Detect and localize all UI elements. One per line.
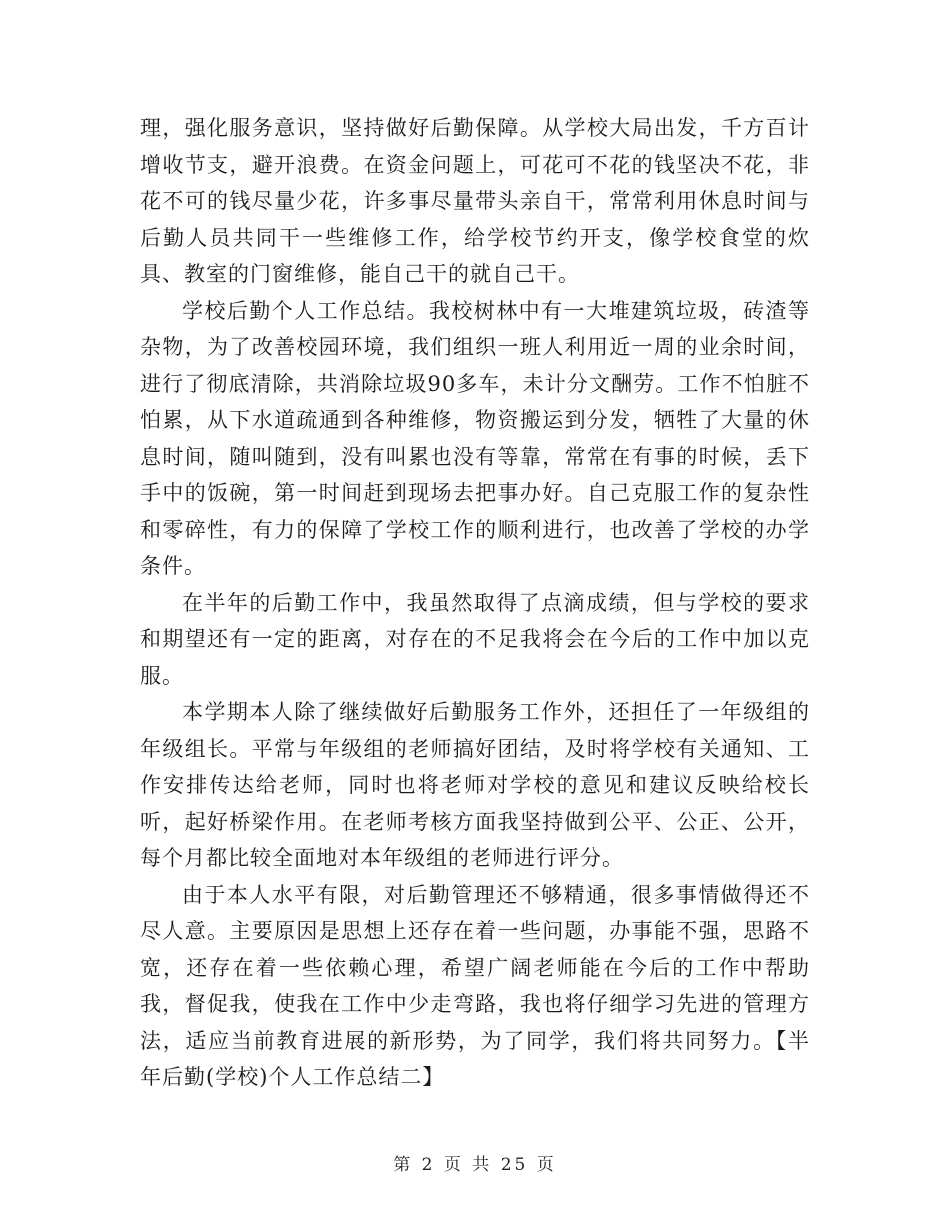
paragraph-1: 理，强化服务意识，坚持做好后勤保障。从学校大局出发，千方百计增收节支，避开浪费。在资金问题上，可花可不花的钱坚决不花，非花不可的钱尽量少花，许多事尽量带头亲自干，常常利用休息时间与后勤人员共同干一些维修工作，给学校节约开支，像学校食堂的炊具、教室的门窗维修，能自己干的就自己干。 [140, 116, 810, 286]
paragraph-5: 由于本人水平有限，对后勤管理还不够精通，很多事情做得还不尽人意。主要原因是思想上还存在着一些问题，办事能不强，思路不宽，还存在着一些依赖心理，希望广阔老师能在今后的工作中帮助我，督促我，使我在工作中少走弯路，我也将仔细学习先进的管理方法，适应当前教育进展的新形势，为了同学，我们将共同努力。【半年后勤(学校)个人工作总结二】 [140, 882, 810, 1089]
page-number-footer: 第 2 页 共 25 页 [393, 1155, 557, 1175]
paragraph-3: 在半年的后勤工作中，我虽然取得了点滴成绩，但与学校的要求和期望还有一定的距离，对存在的不足我将会在今后的工作中加以克服。 [140, 590, 810, 688]
document-body [140, 110, 810, 1096]
paragraph-2: 学校后勤个人工作总结。我校树林中有一大堆建筑垃圾，砖渣等杂物，为了改善校园环境，我们组织一班人利用近一周的业余时间，进行了彻底清除，共消除垃圾90多车，未计分文酬劳。工作不怕脏不怕累，从下水道疏通到各种维修，物资搬运到分发，牺牲了大量的休息时间，随叫随到，没有叫累也没有等靠，常常在有事的时候，丢下手中的饭碗，第一时间赶到现场去把事办好。自己克服工作的复杂性和零碎性，有力的保障了学校工作的顺利进行，也改善了学校的办学条件。 [140, 298, 810, 578]
paragraph-4: 本学期本人除了继续做好后勤服务工作外，还担任了一年级组的年级组长。平常与年级组的老师搞好团结，及时将学校有关通知、工作安排传达给老师，同时也将老师对学校的意见和建议反映给校长听，起好桥梁作用。在老师考核方面我坚持做到公平、公正、公开，每个月都比较全面地对本年级组的老师进行评分。 [140, 700, 810, 870]
